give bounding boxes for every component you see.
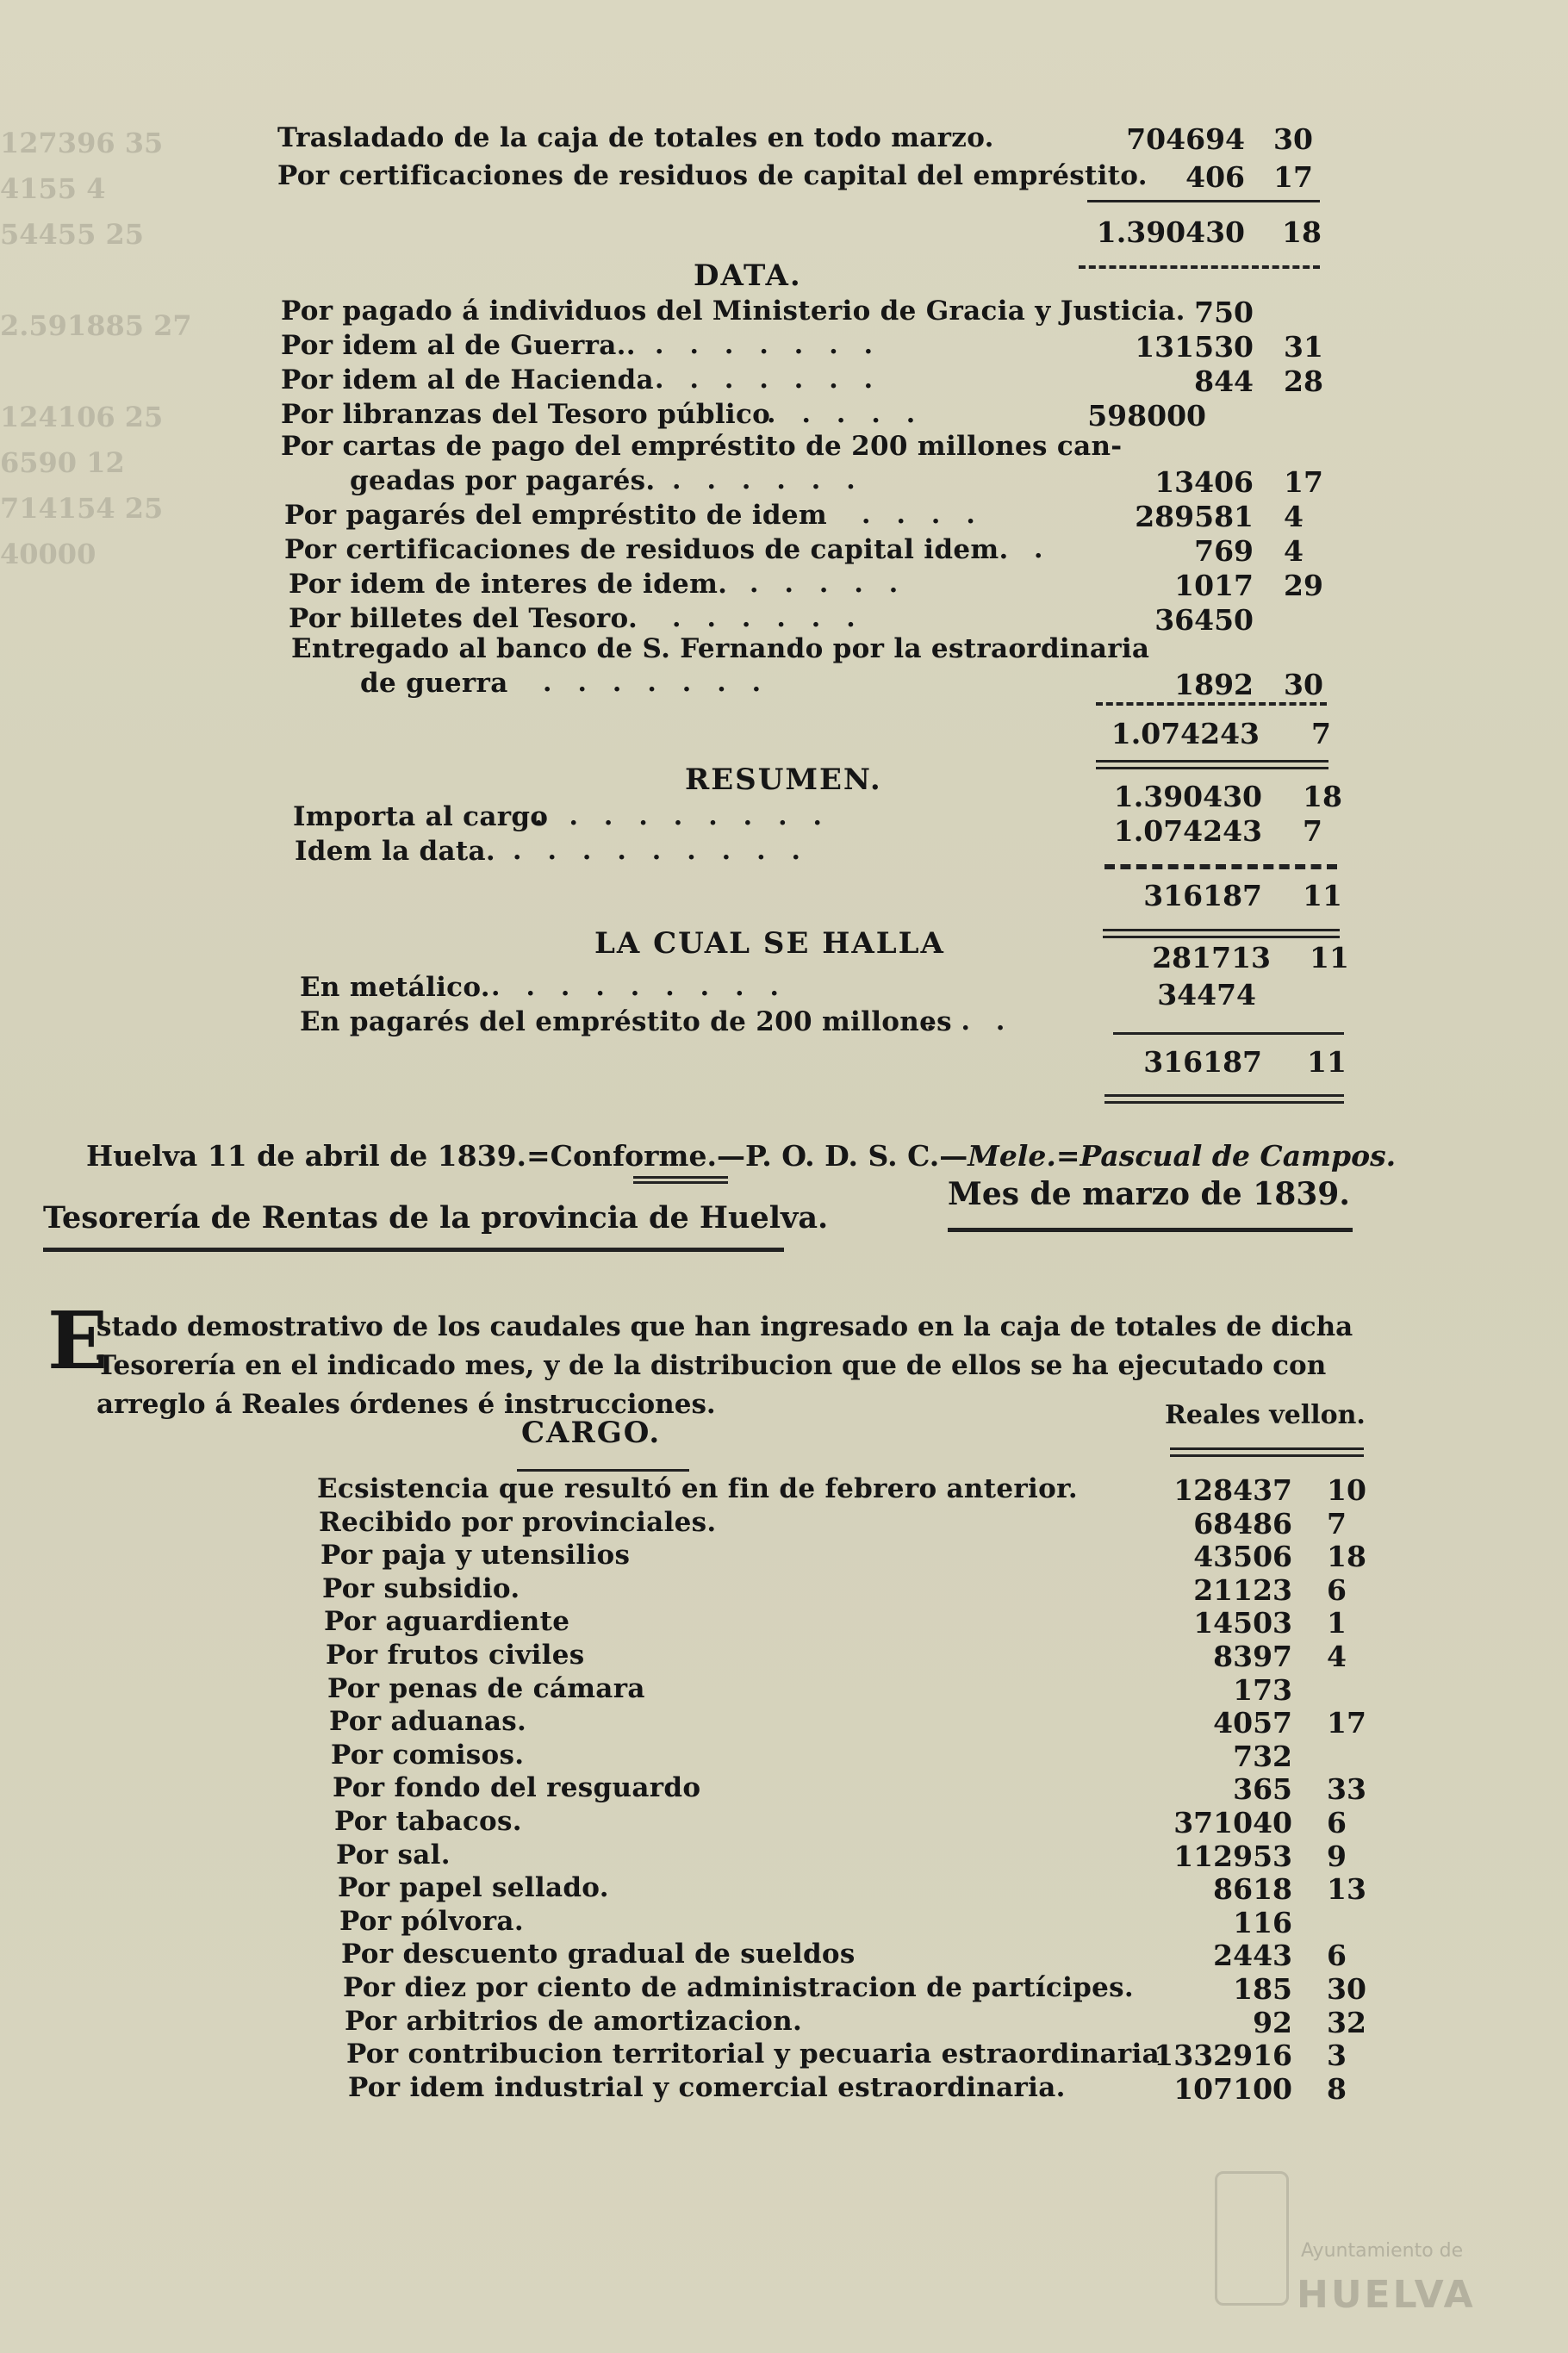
row-cents: 9 — [1327, 1839, 1347, 1873]
row-amount: 1017 — [1174, 569, 1254, 602]
row-label: Por idem de interes de idem. — [289, 569, 728, 600]
row-cents: 30 — [1273, 122, 1313, 156]
total-cents: 18 — [1282, 215, 1322, 249]
row-label: de guerra — [360, 668, 508, 699]
sum-rule — [1103, 929, 1340, 938]
row-label: Por pólvora. — [339, 1905, 524, 1937]
row-amount: 21123 — [1193, 1572, 1292, 1607]
row-label: Por idem al de Hacienda — [281, 364, 654, 395]
table-row — [0, 1473, 1568, 1508]
divider — [633, 1176, 728, 1184]
row-label: Importa al cargo — [293, 801, 549, 832]
row-amount: 1892 — [1174, 668, 1254, 701]
row-amount: 4057 — [1213, 1706, 1292, 1740]
row-label: En pagarés del empréstito de 200 millones — [300, 1006, 952, 1037]
section-title-halla: LA CUAL SE HALLA — [594, 926, 945, 961]
watermark-name: HUELVA — [1297, 2273, 1476, 2317]
row-label: Por pagado á individuos del Ministerio de Gracia y Justicia. — [281, 296, 1185, 327]
column-header: Reales vellon. — [1165, 1400, 1366, 1430]
intro-paragraph: stado demostrativo de los caudales que han ingresado en la caja de totales de dicha Tesorería en el indicado mes, y de la distribucion que de ellos se ha ejecutado con arreglo á Reales órdenes é instrucciones. — [96, 1311, 1353, 1420]
table-row — [0, 1872, 1568, 1907]
table-row: Por billetes del Tesoro. ...... 36450 — [289, 603, 1254, 637]
row-cents: 30 — [1327, 1972, 1366, 2006]
row-label: Por diez por ciento de administracion de partícipes. — [343, 1972, 1135, 2003]
table-row — [0, 1640, 1568, 1674]
row-label: Recibido por provinciales. — [319, 1506, 717, 1538]
sum-rule — [1096, 702, 1327, 706]
table-row — [0, 1740, 1568, 1774]
table-row: Por idem al de Guerra.. ....... 131530 31 — [0, 330, 1568, 364]
drop-cap: E — [47, 1294, 109, 1387]
row-amount: 173 — [1233, 1672, 1292, 1707]
table-row — [0, 1673, 1568, 1708]
row-cents: 1 — [1327, 1606, 1347, 1640]
row-cents: 6 — [1327, 1939, 1347, 1973]
row-cents: 6 — [1327, 1806, 1347, 1839]
month-title: Mes de marzo de 1839. — [948, 1176, 1350, 1212]
crest-watermark — [1215, 2171, 1289, 2306]
row-label: Por paja y utensilios — [320, 1540, 631, 1572]
table-row: En metálico. ......... — [300, 972, 805, 1003]
row-amount: 36450 — [1154, 603, 1254, 637]
row-amount: 598000 — [1087, 399, 1206, 433]
row-label: Por idem al de Guerra.. — [281, 330, 636, 361]
row-label: Por idem industrial y comercial estraordinaria. — [348, 2071, 1066, 2103]
section-title-resumen: RESUMEN. — [685, 763, 882, 797]
table-row — [0, 431, 1568, 465]
row-cents: 29 — [1284, 569, 1323, 602]
table-row: Importa al cargo ......... — [293, 801, 848, 832]
table-row — [0, 1772, 1568, 1807]
row-label: Por arbitrios de amortizacion. — [345, 2005, 803, 2037]
sum-rule — [1104, 864, 1337, 869]
row-cents: 10 — [1327, 1473, 1366, 1507]
total-amount: 1.074243 — [1111, 717, 1260, 750]
table-row — [0, 941, 1568, 975]
table-row: geadas por pagarés. ...... 13406 17 — [0, 465, 1568, 500]
row-cents: 31 — [1284, 330, 1323, 364]
row-cents: 11 — [1310, 941, 1349, 974]
signatory-names: Mele.=Pascual de Campos. — [968, 1139, 1397, 1173]
sum-rule — [1096, 760, 1328, 769]
row-label: Por penas de cámara — [327, 1672, 645, 1704]
row-label: Por frutos civiles — [326, 1640, 585, 1671]
total-row — [0, 879, 1568, 913]
row-label: Por pagarés del empréstito de idem — [284, 500, 828, 531]
row-amount: 406 — [1185, 160, 1245, 194]
section-title-data: DATA. — [694, 258, 802, 293]
row-cents: 17 — [1273, 160, 1313, 194]
table-row — [0, 1806, 1568, 1840]
table-row — [0, 160, 1568, 195]
row-amount: 750 — [1194, 296, 1254, 329]
signature-line — [86, 1139, 1396, 1173]
table-row — [0, 1573, 1568, 1608]
section-title-cargo: CARGO. — [521, 1416, 662, 1450]
sum-rule — [1170, 1447, 1364, 1457]
row-label: Por comisos. — [331, 1739, 525, 1771]
row-amount: 2443 — [1213, 1939, 1292, 1973]
row-amount: 34474 — [1157, 978, 1256, 1012]
place-date: Huelva 11 de abril de 1839. — [86, 1139, 527, 1173]
row-amount: 14503 — [1193, 1606, 1292, 1640]
table-row — [0, 1606, 1568, 1640]
table-row — [0, 122, 1568, 157]
row-amount: 281713 — [1152, 941, 1271, 974]
row-cents: 4 — [1327, 1640, 1347, 1673]
table-row — [0, 1939, 1568, 1973]
row-label: Por sal. — [336, 1839, 451, 1871]
row-cents: 6 — [1327, 1572, 1347, 1607]
total-amount: 316187 — [1143, 879, 1262, 912]
table-row — [0, 1507, 1568, 1541]
row-amount: 371040 — [1173, 1806, 1292, 1839]
table-row: Por pagarés del empréstito de idem .... 289581 4 — [0, 500, 1568, 534]
divider — [517, 1469, 689, 1472]
total-amount: 316187 — [1143, 1045, 1262, 1079]
row-amount: 704694 — [1126, 122, 1245, 156]
row-amount: 107100 — [1173, 2071, 1292, 2106]
row-cents: 4 — [1284, 500, 1304, 533]
divider — [43, 1248, 784, 1252]
row-label: Por aduanas. — [329, 1706, 527, 1738]
table-row: Por libranzas del Tesoro público ..... 598000 — [281, 399, 1206, 433]
sum-rule — [1113, 1032, 1344, 1035]
row-cents: 4 — [1284, 534, 1304, 568]
row-label: Por papel sellado. — [338, 1872, 609, 1904]
table-row — [0, 1972, 1568, 2007]
conforme-text: =Conforme.—P. O. D. S. C.— — [526, 1139, 968, 1173]
row-amount: 769 — [1194, 534, 1254, 568]
row-label: Por certificaciones de residuos de capital del empréstito. — [277, 160, 1148, 191]
row-label: Ecsistencia que resultó en fin de febrero anterior. — [317, 1473, 1078, 1504]
row-cents: 7 — [1303, 814, 1322, 848]
row-cents: 13 — [1327, 1872, 1366, 1907]
row-label: Entregado al banco de S. Fernando por la estraordinaria — [291, 633, 1150, 664]
row-label: Por certificaciones de residuos de capital idem. — [284, 534, 1009, 565]
row-amount: 68486 — [1193, 1506, 1292, 1541]
row-amount: 116 — [1233, 1905, 1292, 1939]
row-amount: 128437 — [1173, 1473, 1292, 1507]
watermark-label: Ayuntamiento de — [1301, 2240, 1464, 2262]
table-row: Por idem al de Hacienda ....... 844 28 — [0, 364, 1568, 399]
row-cents: 32 — [1327, 2005, 1366, 2039]
row-label: Por contribucion territorial y pecuaria estraordinaria. — [346, 2039, 1170, 2070]
row-amount: 112953 — [1173, 1839, 1292, 1873]
row-amount: 8618 — [1213, 1872, 1292, 1907]
row-amount: 289581 — [1135, 500, 1254, 533]
row-cents: 17 — [1327, 1706, 1366, 1740]
table-row: En pagarés del empréstito de 200 millones ... — [300, 1006, 1031, 1037]
row-label: En metálico. — [300, 972, 490, 1003]
table-row — [0, 1906, 1568, 1940]
row-label: Por subsidio. — [322, 1572, 520, 1604]
total-row — [0, 717, 1568, 751]
row-amount: 8397 — [1213, 1640, 1292, 1673]
row-label: Por libranzas del Tesoro público — [281, 399, 771, 430]
table-row — [0, 1839, 1568, 1874]
table-row: de guerra ....... 1892 30 — [0, 668, 1568, 702]
treasury-title: Tesorería de Rentas de la provincia de Huelva. — [43, 1200, 829, 1236]
row-amount: 43506 — [1193, 1540, 1292, 1574]
total-amount: 1.390430 — [1096, 215, 1245, 249]
row-cents: 17 — [1284, 465, 1323, 499]
table-row — [0, 296, 1568, 330]
row-label: Trasladado de la caja de totales en todo marzo. — [277, 122, 994, 153]
table-row — [0, 2039, 1568, 2073]
row-amount: 1332916 — [1154, 2039, 1292, 2073]
row-label: Por billetes del Tesoro. — [289, 603, 638, 634]
bleed-through-text: 127396 35 4155 4 54455 25 2.591885 27 124106 25 6590 12 714154 25 40000 — [0, 127, 192, 570]
sum-rule — [1087, 200, 1320, 202]
row-cents: 7 — [1327, 1506, 1347, 1541]
table-row: Idem la data. ......... — [295, 836, 826, 867]
total-cents: 11 — [1303, 879, 1342, 912]
row-cents: 30 — [1284, 668, 1323, 701]
row-cents: 3 — [1327, 2039, 1347, 2073]
row-cents: 28 — [1284, 364, 1323, 398]
row-label: Por cartas de pago del empréstito de 200 millones can- — [281, 431, 1123, 462]
sum-rule — [1079, 265, 1320, 269]
row-amount: 131530 — [1135, 330, 1254, 364]
row-label: Por fondo del resguardo — [333, 1772, 701, 1804]
sum-rule — [1104, 1094, 1344, 1104]
table-row — [0, 1706, 1568, 1740]
divider — [948, 1228, 1353, 1232]
table-row: Por idem de interes de idem. ..... 1017 29 — [0, 569, 1568, 603]
total-cents: 7 — [1311, 717, 1331, 750]
row-cents: 18 — [1327, 1540, 1366, 1574]
row-cents: 33 — [1327, 1772, 1366, 1807]
row-label: Por aguardiente — [324, 1606, 570, 1638]
row-amount: 13406 — [1154, 465, 1254, 499]
table-row — [0, 1540, 1568, 1574]
row-amount: 185 — [1233, 1972, 1292, 2006]
table-row — [0, 633, 1568, 668]
total-cents: 11 — [1307, 1045, 1347, 1079]
table-row — [0, 2072, 1568, 2107]
row-label: Por tabacos. — [334, 1806, 522, 1837]
row-amount: 365 — [1233, 1772, 1292, 1807]
row-amount: 1.074243 — [1113, 814, 1262, 848]
table-row — [0, 2006, 1568, 2040]
row-amount: 1.390430 — [1113, 780, 1262, 813]
row-amount: 92 — [1253, 2005, 1292, 2039]
row-cents: 8 — [1327, 2071, 1347, 2106]
row-amount: 732 — [1233, 1739, 1292, 1773]
row-cents: 18 — [1303, 780, 1342, 813]
table-row: Por certificaciones de residuos de capital idem. . 769 4 — [0, 534, 1568, 569]
row-amount: 844 — [1194, 364, 1254, 398]
total-row — [0, 215, 1568, 250]
row-label: Por descuento gradual de sueldos — [341, 1939, 856, 1970]
total-row — [0, 1045, 1568, 1080]
row-label: Idem la data. — [295, 836, 496, 867]
row-label: geadas por pagarés. — [350, 465, 656, 496]
